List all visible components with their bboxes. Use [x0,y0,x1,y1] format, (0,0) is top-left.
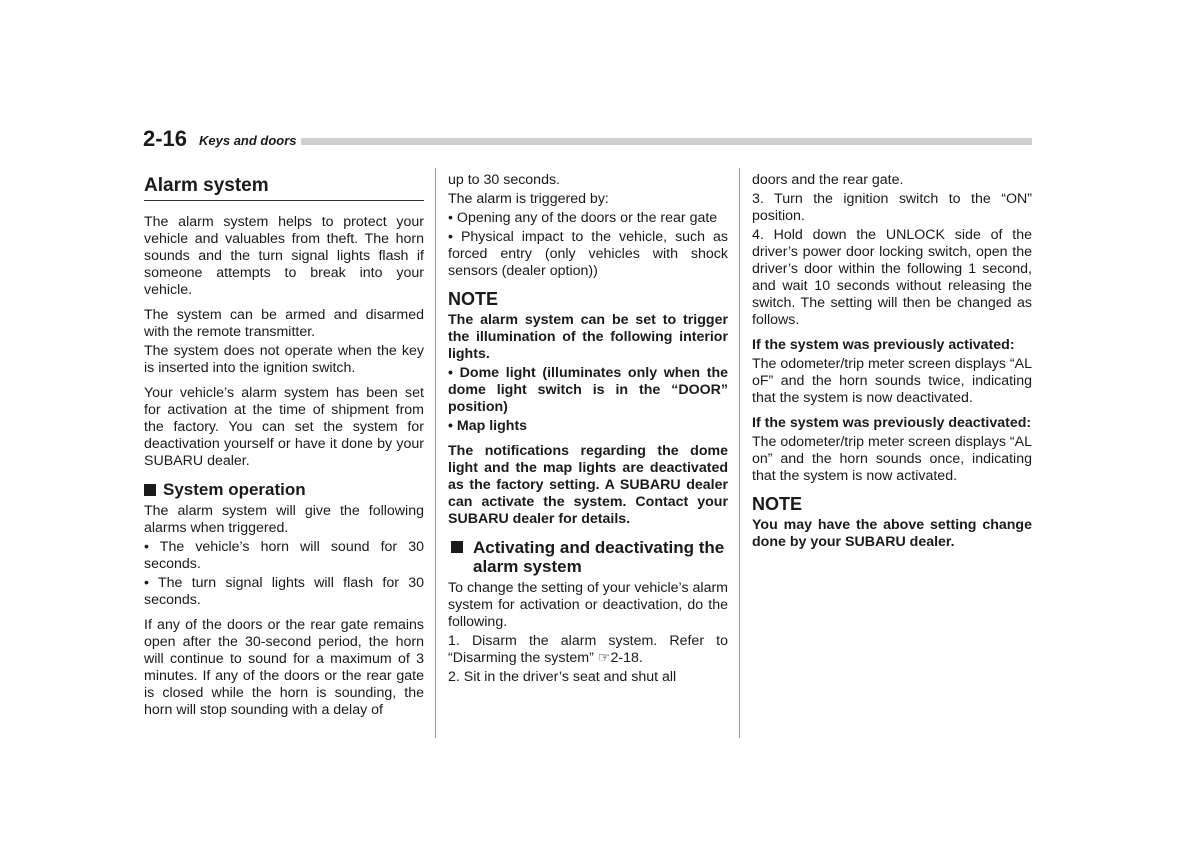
step-item: 2. Sit in the driver’s seat and shut all [448,669,677,685]
paragraph: If any of the doors or the rear gate remains open after the 30-second period, the horn will continue to sound for a maximum of 3 minutes. If any of the doors or the rear gate is closed while the horn is sounding, the horn will stop sounding with a delay of [144,617,424,718]
paragraph: The alarm system helps to protect your vehicle and valuables from theft. The horn sounds and the turn signal lights flash if someone attempts to break into your vehicle. [144,214,424,298]
subsection-heading [144,480,424,499]
condition-heading: If the system was previously activated: [752,337,1015,353]
step-item: 1. Disarm the alarm system. Refer to “Disarming the system” ☞2-18. [448,633,728,666]
column-1 [144,172,424,727]
paragraph: The alarm system will give the following alarms when triggered. [144,503,424,536]
note-text: The notifications regarding the dome light and the map lights are deactivated as the factory setting. A SUBARU dealer can activate the system. Contact your SUBARU dealer for details. [448,443,728,527]
condition-heading: If the system was previously deactivated: [752,415,1032,431]
note-text: The alarm system can be set to trigger the illumination of the following interior lights. [448,312,728,362]
header-rule [301,138,1032,145]
column-divider [739,168,740,738]
bullet-item: • Physical impact to the vehicle, such as forced entry (only vehicles with shock sensors (dealer option)) [448,229,728,279]
step-item: 3. Turn the ignition switch to the “ON” position. [752,191,1032,224]
note-heading: NOTE [448,289,499,309]
paragraph: Your vehicle’s alarm system has been set for activation at the time of shipment from the factory. You can set the system for deactivation yourself or have it done by your SUBARU dealer. [144,385,424,469]
column-2 [448,172,728,694]
page-number: 2-16 [143,126,188,151]
paragraph: The alarm is triggered by: [448,191,609,207]
subsection-heading [448,538,728,576]
paragraph: The system does not operate when the key is inserted into the ignition switch. [144,343,424,376]
paragraph: up to 30 seconds. [448,172,561,188]
note-bullet: • Map lights [448,418,528,434]
bullet-item: • Opening any of the doors or the rear gate [448,210,718,226]
subsection-title: System operation [163,480,306,499]
note-text: You may have the above setting change done by your SUBARU dealer. [752,517,1032,550]
paragraph: The odometer/trip meter screen displays “AL on” and the horn sounds once, indicating that the system is now activated. [752,434,1032,484]
paragraph: The odometer/trip meter screen displays “AL oF” and the horn sounds twice, indicating that the system is now deactivated. [752,356,1032,406]
square-bullet-icon [451,541,463,553]
note-bullet: • Dome light (illuminates only when the dome light switch is in the “DOOR” position) [448,365,728,415]
square-bullet-icon [144,484,156,496]
paragraph: The system can be armed and disarmed with the remote transmitter. [144,307,424,340]
page-header [143,124,1032,154]
section-heading: Alarm system [144,174,424,201]
bullet-item: • The turn signal lights will flash for 30 seconds. [144,575,424,608]
paragraph: To change the setting of your vehicle’s alarm system for activation or deactivation, do the following. [448,580,728,630]
note-heading: NOTE [752,494,803,514]
step-item: 4. Hold down the UNLOCK side of the driver’s power door locking switch, open the driver’s door within the following 1 second, and wait 10 seconds without releasing the switch. The setting will then be changed as follows. [752,227,1032,328]
column-3 [752,172,1032,559]
paragraph: doors and the rear gate. [752,172,904,188]
column-divider [435,168,436,738]
section-title: Keys and doors [199,133,297,148]
subsection-title: Activating and deactivating the alarm system [473,538,725,576]
bullet-item: • The vehicle’s horn will sound for 30 seconds. [144,539,424,572]
